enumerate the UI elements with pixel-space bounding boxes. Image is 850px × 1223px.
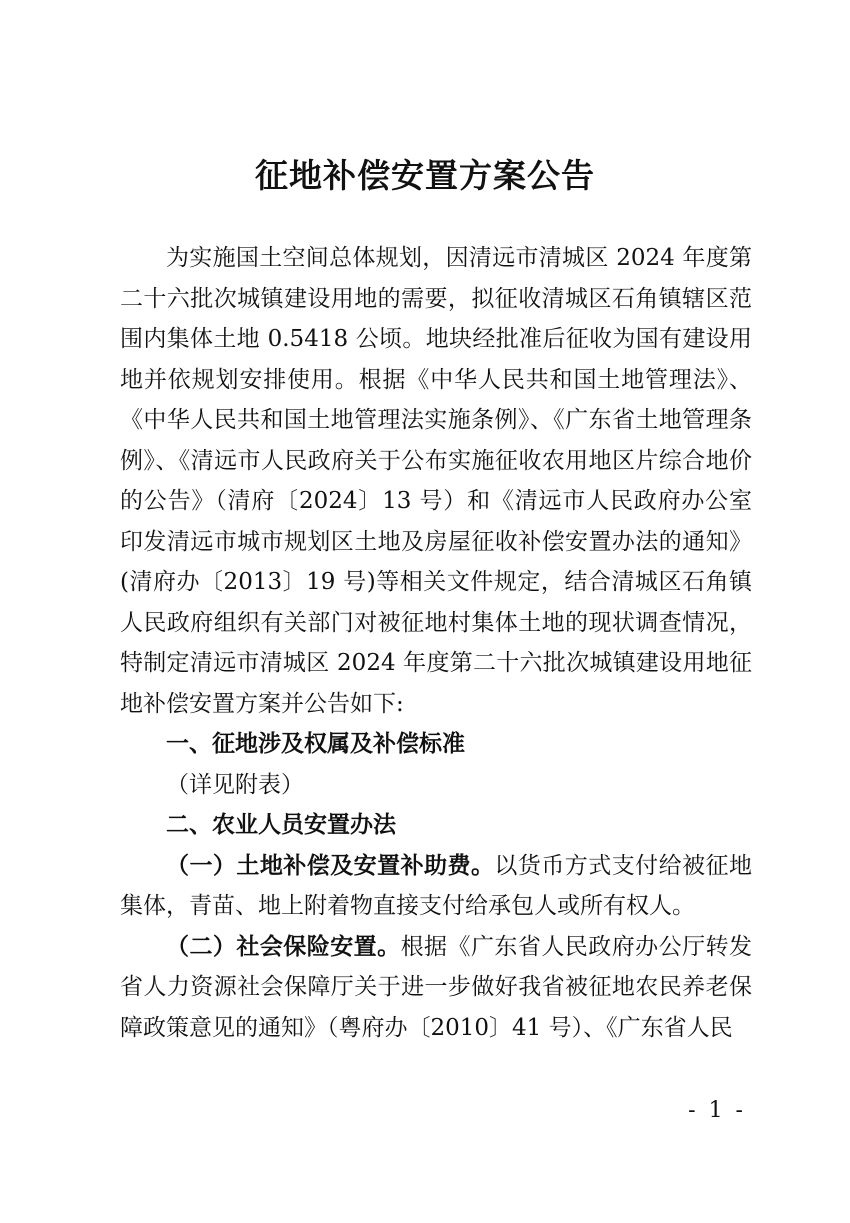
- social-insurance-paragraph: [120, 927, 752, 1049]
- intro-paragraph: 为实施国土空间总体规划，因清远市清城区 2024 年度第二十六批次城镇建设用地的需要，拟征收清城区石角镇辖区范围内集体土地 0.5418 公顷。地块经批准后征收为国有建设用地并依规划安排使用。根据《中华人民共和国土地管理法》、《中华人民共和国土地管理法实施条例》、《广东省土地管理条例》、《清远市人民政府关于公布实施征收农用地区片综合地价的公告》（清府〔2024〕13 号）和《清远市人民政府办公室印发清远市城市规划区土地及房屋征收补偿安置办法的通知》(清府办〔2013〕19 号)等相关文件规定，结合清城区石角镇人民政府组织有关部门对被征地村集体土地的现状调查情况，特制定清远市清城区 2024 年度第二十六批次城镇建设用地征地补偿安置方案并公告如下:: [120, 245, 752, 717]
- land-compensation-paragraph: [120, 846, 752, 927]
- attachment-note: （详见附表）: [166, 771, 304, 798]
- land-compensation-text: 以货币方式支付给被征地集体，青苗、地上附着物直接支付给承包人或所有权人。: [120, 852, 753, 919]
- page-number: - 1 -: [688, 1098, 746, 1123]
- land-compensation-label: （一）土地补偿及安置补助费。: [166, 852, 495, 879]
- document-body: [120, 238, 752, 1048]
- social-insurance-text: 根据《广东省人民政府办公厅转发省人力资源社会保障厅关于进一步做好我省被征地农民养老保障政策意见的通知》（粤府办〔2010〕41 号）、《广东省人民: [120, 933, 753, 1041]
- section-one-heading: 一、征地涉及权属及补偿标准: [166, 731, 465, 757]
- section-two-heading: 二、农业人员安置办法: [166, 812, 396, 838]
- social-insurance-label: （二）社会保险安置。: [166, 933, 401, 960]
- page-title: 征地补偿安置方案公告: [255, 156, 595, 195]
